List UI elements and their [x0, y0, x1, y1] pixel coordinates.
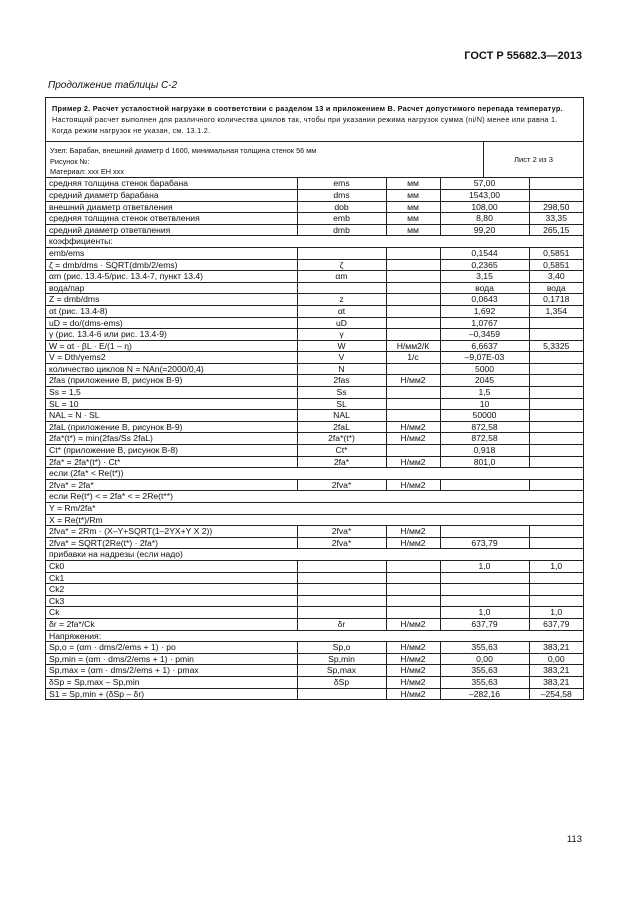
param-unit: мм [386, 224, 440, 236]
param-name: Sp,min = (αm · dms/2/ems + 1) · pmin [46, 653, 297, 665]
value-1: 673,79 [440, 537, 529, 549]
value-1: –9,07E-03 [440, 352, 529, 364]
value-2: 1,0 [529, 607, 583, 619]
param-symbol: Sp,max [297, 665, 386, 677]
value-2: 383,21 [529, 676, 583, 688]
param-symbol: Ss [297, 387, 386, 399]
param-unit: Н/мм2 [386, 375, 440, 387]
param-unit [386, 317, 440, 329]
value-1: 99,20 [440, 224, 529, 236]
param-unit: мм [386, 213, 440, 225]
param-unit: Н/мм2 [386, 618, 440, 630]
table-row [46, 224, 583, 236]
param-symbol [297, 607, 386, 619]
param-symbol [297, 247, 386, 259]
param-unit: Н/мм2/К [386, 340, 440, 352]
param-symbol: 2fa*(t*) [297, 433, 386, 445]
value-1: 57,00 [440, 178, 529, 189]
table-row [46, 676, 583, 688]
value-2: 383,21 [529, 642, 583, 654]
param-symbol: dms [297, 189, 386, 201]
param-name: 2fa* = 2fa*(t*) · Ct* [46, 456, 297, 468]
value-2 [529, 363, 583, 375]
table-row [46, 607, 583, 619]
value-2: 0,5851 [529, 259, 583, 271]
value-2 [529, 329, 583, 341]
param-unit [386, 595, 440, 607]
param-name: NAL = N · SL [46, 410, 297, 422]
component-node: Узел: Барабан, внешний диаметр d 1600, минимальная толщина стенок 56 мм [50, 146, 317, 156]
param-symbol: ζ [297, 259, 386, 271]
param-name: emb/ems [46, 247, 297, 259]
value-2: 265,15 [529, 224, 583, 236]
value-2: 0,00 [529, 653, 583, 665]
param-symbol: emb [297, 213, 386, 225]
value-2 [529, 456, 583, 468]
calculation-table [46, 178, 583, 699]
table-row [46, 410, 583, 422]
param-symbol: NAL [297, 410, 386, 422]
value-2 [529, 410, 583, 422]
param-unit [386, 398, 440, 410]
value-2 [529, 375, 583, 387]
value-1: 1,0767 [440, 317, 529, 329]
table-row [46, 213, 583, 225]
param-unit [386, 282, 440, 294]
standard-code: ГОСТ Р 55682.3—2013 [464, 50, 582, 62]
value-2: вода [529, 282, 583, 294]
param-symbol: N [297, 363, 386, 375]
value-1: 0,2365 [440, 259, 529, 271]
param-name: вода/пар [46, 282, 297, 294]
value-1: 2045 [440, 375, 529, 387]
table-row [46, 653, 583, 665]
value-1: 0,1544 [440, 247, 529, 259]
param-symbol [297, 595, 386, 607]
value-1 [440, 526, 529, 538]
sheet-number: Лист 2 из 3 [514, 155, 553, 165]
value-1: 1,692 [440, 305, 529, 317]
value-1: 637,79 [440, 618, 529, 630]
table-row [46, 375, 583, 387]
table-row [46, 630, 583, 642]
component-info-text [46, 142, 484, 177]
param-symbol: ems [297, 178, 386, 189]
value-1: 10 [440, 398, 529, 410]
param-unit: Н/мм2 [386, 433, 440, 445]
table-row [46, 352, 583, 364]
param-unit [386, 410, 440, 422]
param-name: δSp = Sp,max – Sp,min [46, 676, 297, 688]
param-symbol: 2fa* [297, 456, 386, 468]
value-1: 8,80 [440, 213, 529, 225]
table-row [46, 549, 583, 561]
table-row [46, 259, 583, 271]
param-name: ζ = dmb/dms · SQRT(dmb/2/ems) [46, 259, 297, 271]
value-1 [440, 572, 529, 584]
value-1: 872,58 [440, 421, 529, 433]
param-unit [386, 363, 440, 375]
section-label: коэффициенты: [46, 236, 583, 248]
value-1: 0,00 [440, 653, 529, 665]
table-row [46, 618, 583, 630]
param-name: 2fva* = 2Rm · (X–Y+SQRT(1–2YX+Y X 2)) [46, 526, 297, 538]
param-unit: Н/мм2 [386, 642, 440, 654]
component-material: Материал: xxx EH xxx [50, 166, 124, 176]
param-unit [386, 305, 440, 317]
param-unit: Н/мм2 [386, 688, 440, 699]
value-1: 1,0 [440, 607, 529, 619]
param-name: средний диаметр ответвления [46, 224, 297, 236]
value-1: 801,0 [440, 456, 529, 468]
param-symbol: γ [297, 329, 386, 341]
table-row [46, 421, 583, 433]
value-1: 355,63 [440, 665, 529, 677]
table-continuation-caption: Продолжение таблицы С-2 [48, 80, 178, 91]
param-unit: Н/мм2 [386, 421, 440, 433]
param-name: Ck [46, 607, 297, 619]
table-row [46, 247, 583, 259]
table-row [46, 305, 583, 317]
value-2 [529, 387, 583, 399]
component-info [46, 142, 583, 178]
param-name: S1 = Sp,min + (δSp – δr) [46, 688, 297, 699]
value-1: 355,63 [440, 642, 529, 654]
value-2 [529, 572, 583, 584]
param-unit [386, 607, 440, 619]
param-name: uD = do/(dms-ems) [46, 317, 297, 329]
param-name: количество циклов N = NAn(=2000/0,4) [46, 363, 297, 375]
param-symbol: Sp,min [297, 653, 386, 665]
param-symbol: V [297, 352, 386, 364]
value-2: 3,40 [529, 271, 583, 283]
section-label: прибавки на надрезы (если надо) [46, 549, 583, 561]
param-symbol: 2fva* [297, 479, 386, 491]
param-symbol: αt [297, 305, 386, 317]
value-1: вода [440, 282, 529, 294]
param-symbol: αm [297, 271, 386, 283]
param-name: внешний диаметр ответвления [46, 201, 297, 213]
table-row [46, 398, 583, 410]
table-row [46, 560, 583, 572]
table-row [46, 514, 583, 526]
value-2: 1,0 [529, 560, 583, 572]
value-1 [440, 584, 529, 596]
param-symbol: uD [297, 317, 386, 329]
component-figure: Рисунок №: [50, 156, 90, 166]
table-row [46, 642, 583, 654]
param-symbol: dmb [297, 224, 386, 236]
param-name: 2fva* = SQRT(2Re(t*) · 2fa*) [46, 537, 297, 549]
param-name: Ck0 [46, 560, 297, 572]
table-row [46, 387, 583, 399]
value-2: 0,5851 [529, 247, 583, 259]
value-2: –254,58 [529, 688, 583, 699]
param-name: 2fva* = 2fa* [46, 479, 297, 491]
param-name: средняя толщина стенок барабана [46, 178, 297, 189]
table-row [46, 537, 583, 549]
param-symbol: δr [297, 618, 386, 630]
table-row [46, 491, 583, 503]
table-row [46, 468, 583, 480]
value-1: 1,5 [440, 387, 529, 399]
page-number: 113 [566, 834, 582, 845]
param-unit [386, 294, 440, 306]
table-row [46, 189, 583, 201]
value-1 [440, 479, 529, 491]
value-1: 355,63 [440, 676, 529, 688]
value-1 [440, 595, 529, 607]
table-row [46, 340, 583, 352]
value-2: 5,3325 [529, 340, 583, 352]
param-unit [386, 271, 440, 283]
value-1: 0,0643 [440, 294, 529, 306]
value-2 [529, 526, 583, 538]
param-name: Sp,o = (αm · dms/2/ems + 1) · po [46, 642, 297, 654]
param-unit: Н/мм2 [386, 653, 440, 665]
value-1: 1,0 [440, 560, 529, 572]
table-row [46, 282, 583, 294]
value-2 [529, 537, 583, 549]
table-row [46, 479, 583, 491]
param-unit [386, 259, 440, 271]
value-2 [529, 479, 583, 491]
section-label: Y = Rm/2fa* [46, 503, 583, 515]
param-name: средний диаметр барабана [46, 189, 297, 201]
param-symbol: 2fva* [297, 526, 386, 538]
param-symbol [297, 282, 386, 294]
param-unit: Н/мм2 [386, 526, 440, 538]
param-name: Ct* (приложение В, рисунок В-8) [46, 445, 297, 457]
table-row [46, 294, 583, 306]
value-1: –0,3459 [440, 329, 529, 341]
value-1: 6,6637 [440, 340, 529, 352]
table-row [46, 572, 583, 584]
param-symbol [297, 688, 386, 699]
value-1: 872,58 [440, 433, 529, 445]
table-row [46, 526, 583, 538]
value-2 [529, 398, 583, 410]
table-row [46, 271, 583, 283]
section-label: X = Re(t*)/Rm [46, 514, 583, 526]
param-unit: Н/мм2 [386, 665, 440, 677]
example-block [46, 98, 583, 142]
value-2 [529, 317, 583, 329]
param-unit: Н/мм2 [386, 537, 440, 549]
param-symbol: Ct* [297, 445, 386, 457]
table-row [46, 329, 583, 341]
param-name: γ (рис. 13.4-6 или рис. 13.4-9) [46, 329, 297, 341]
param-symbol: z [297, 294, 386, 306]
value-2 [529, 584, 583, 596]
value-1: 1543,00 [440, 189, 529, 201]
param-unit: Н/мм2 [386, 456, 440, 468]
table-row [46, 201, 583, 213]
param-name: Ss = 1,5 [46, 387, 297, 399]
value-2: 298,50 [529, 201, 583, 213]
table-row [46, 236, 583, 248]
section-label: Напряжения: [46, 630, 583, 642]
value-2 [529, 178, 583, 189]
value-2 [529, 433, 583, 445]
section-label: если Re(t*) < = 2fa* < = 2Re(t**) [46, 491, 583, 503]
param-unit [386, 247, 440, 259]
param-name: Z = dmb/dms [46, 294, 297, 306]
table-row [46, 433, 583, 445]
value-1: 0,918 [440, 445, 529, 457]
table-row [46, 595, 583, 607]
param-name: Sp,max = (αm · dms/2/ems + 1) · pmax [46, 665, 297, 677]
example-title: Пример 2. Расчет усталостной нагрузки в соответствии с разделом 13 и приложением В. Расчет допустимого перепада температур. [52, 104, 563, 113]
param-name: Ck2 [46, 584, 297, 596]
value-2: 1,354 [529, 305, 583, 317]
param-name: 2fa*(t*) = min(2fas/Ss 2faL) [46, 433, 297, 445]
param-unit: Н/мм2 [386, 479, 440, 491]
table-row [46, 456, 583, 468]
param-symbol: Sp,o [297, 642, 386, 654]
param-symbol [297, 584, 386, 596]
value-1: 108,00 [440, 201, 529, 213]
param-unit: мм [386, 189, 440, 201]
param-name: Ck3 [46, 595, 297, 607]
value-2 [529, 352, 583, 364]
param-unit [386, 387, 440, 399]
param-unit [386, 329, 440, 341]
table-row [46, 445, 583, 457]
param-symbol: δSp [297, 676, 386, 688]
param-name: средняя толщина стенок ответвления [46, 213, 297, 225]
param-name: αm (рис. 13.4-5/рис. 13.4-7, пункт 13.4) [46, 271, 297, 283]
param-symbol: 2fva* [297, 537, 386, 549]
param-unit: 1/с [386, 352, 440, 364]
param-name: Ck1 [46, 572, 297, 584]
param-symbol: SL [297, 398, 386, 410]
table-row [46, 503, 583, 515]
param-name: V = Dth/γems2 [46, 352, 297, 364]
param-symbol: 2fas [297, 375, 386, 387]
table-row [46, 317, 583, 329]
param-unit [386, 560, 440, 572]
value-2 [529, 421, 583, 433]
value-1: 50000 [440, 410, 529, 422]
value-2: 33,35 [529, 213, 583, 225]
param-name: 2fas (приложение В, рисунок В-9) [46, 375, 297, 387]
value-1: 5000 [440, 363, 529, 375]
table-row [46, 178, 583, 189]
param-symbol: 2faL [297, 421, 386, 433]
param-unit [386, 572, 440, 584]
value-1: 3,15 [440, 271, 529, 283]
value-2 [529, 445, 583, 457]
param-name: W = αt · βL · E/(1 – η) [46, 340, 297, 352]
table-row [46, 584, 583, 596]
param-unit: мм [386, 201, 440, 213]
table-row [46, 665, 583, 677]
param-name: 2faL (приложение В, рисунок В-9) [46, 421, 297, 433]
table-row [46, 363, 583, 375]
param-unit [386, 445, 440, 457]
value-1: –282,16 [440, 688, 529, 699]
param-unit: мм [386, 178, 440, 189]
value-2: 0,1718 [529, 294, 583, 306]
param-unit: Н/мм2 [386, 676, 440, 688]
param-symbol [297, 572, 386, 584]
table-row [46, 688, 583, 699]
value-2 [529, 189, 583, 201]
param-name: αt (рис. 13.4-8) [46, 305, 297, 317]
param-name: SL = 10 [46, 398, 297, 410]
example-text: Настоящий расчет выполнен для различного количества циклов так, чтобы при указании режима нагрузок сумма (ni/N) менее или равна 1. Когда режим нагрузок не указан, см. 13.1.2. [52, 114, 558, 135]
param-unit [386, 584, 440, 596]
section-label: если (2fa* < Re(t*)) [46, 468, 583, 480]
value-2 [529, 595, 583, 607]
param-symbol [297, 560, 386, 572]
param-symbol: W [297, 340, 386, 352]
param-symbol: dob [297, 201, 386, 213]
calculation-table-frame [45, 97, 584, 700]
value-2: 637,79 [529, 618, 583, 630]
value-2: 383,21 [529, 665, 583, 677]
param-name: δr = 2fa*/Ck [46, 618, 297, 630]
